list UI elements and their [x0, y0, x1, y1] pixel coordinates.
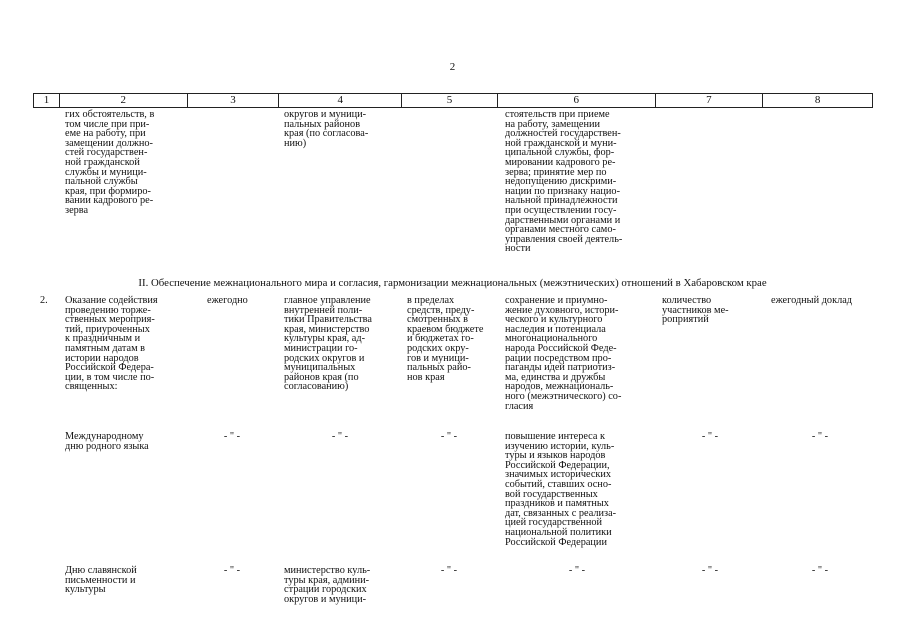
cont-col2-text: гих обстоятельств, в том числе при при- еме на работу, при замещении должно- стей государствен- ной гражданской службы и муници- пальной службы края, при формиро- вании кадрового ре- зерва: [65, 109, 155, 216]
sub2-indicator: - " -: [701, 565, 719, 576]
sub1-result: повышение интереса к изучению истории, куль- туры и языков народов Российской Федерации, значимых исторических событий, ставших осно- вой государственных праздников и памятных дат, связанных с реализа- цией государственной национальной политики Российской Федерации: [505, 431, 617, 548]
row2-funding: в пределах средств, преду- смотренных в краевом бюджете и бюджетах го- родских окру- гов и муници- пальных райо- нов края: [407, 295, 484, 383]
cont-col4-text: округов и муници- пальных районов края (по согласова- нию): [284, 109, 369, 149]
sub1-report: - " -: [811, 431, 829, 442]
row2-event-name: Оказание содействия проведению торже- ственных мероприя- тий, приуроченных к праздничным и памятным датам в истории народов Российской Федера- ции, в том числе по- священных:: [65, 295, 158, 393]
sub2-report: - " -: [811, 565, 829, 576]
row2-indicator: количество участников ме- роприятий: [662, 295, 729, 326]
row2-executors: главное управление внутренней поли- тики Правительства края, министерство культуры края, ад- министрации го- родских округов и муниципальных районов края (по согласованию): [284, 295, 372, 393]
cont-col6-text: стоятельств при приеме на работу, замещении должностей государствен- ной гражданской и муни- ципальной службы, фор- мировании кадрового ре- зерва; принятие мер по недопущению дискрими- нации по признаку нацио- нальной принадлежности при осуществлении госу- дарственными органами и органами местного само- управления своей деятель- ности: [505, 109, 623, 255]
header-col-6: 6: [498, 94, 656, 107]
header-col-1: 1: [34, 94, 60, 107]
sub2-event-name: Дню славянской письменности и культуры: [65, 565, 137, 596]
sub1-deadline: - " -: [223, 431, 241, 442]
sub2-deadline: - " -: [223, 565, 241, 576]
row2-result: сохранение и приумно- жение духовного, истори- ческого и культурного наследия и потенциала многонационального народа Российской Феде- рации посредством про- паганды идей патриотиз- ма, единства и дружбы народов, межнациональ- ного (межэтнического) со- гласия: [505, 295, 622, 412]
table-header-row: [33, 93, 873, 108]
header-col-8: 8: [814, 94, 821, 106]
header-col-5: 5: [402, 94, 498, 107]
sub1-funding: - " -: [440, 431, 458, 442]
header-col-4: 4: [279, 94, 402, 107]
sub1-event-name: Международному дню родного языка: [65, 431, 149, 452]
sub1-executors: - " -: [331, 431, 349, 442]
row2-deadline: ежегодно: [207, 295, 248, 306]
sub2-funding: - " -: [440, 565, 458, 576]
header-col-3: 3: [188, 94, 280, 107]
section-heading: II. Обеспечение межнационального мира и согласия, гармонизации межнациональных (межэтнических) отношений в Хабаровском крае: [138, 277, 767, 289]
header-col-2: 2: [60, 94, 188, 107]
sub1-indicator: - " -: [701, 431, 719, 442]
sub2-result: - " -: [568, 565, 586, 576]
row-number: 2.: [40, 295, 48, 306]
header-col-7: 7: [656, 94, 764, 107]
page-number: 2: [449, 61, 456, 73]
row2-report: ежегодный доклад: [771, 295, 853, 306]
sub2-executors: министерство куль- туры края, админи- страции городских округов и муници-: [284, 565, 371, 605]
